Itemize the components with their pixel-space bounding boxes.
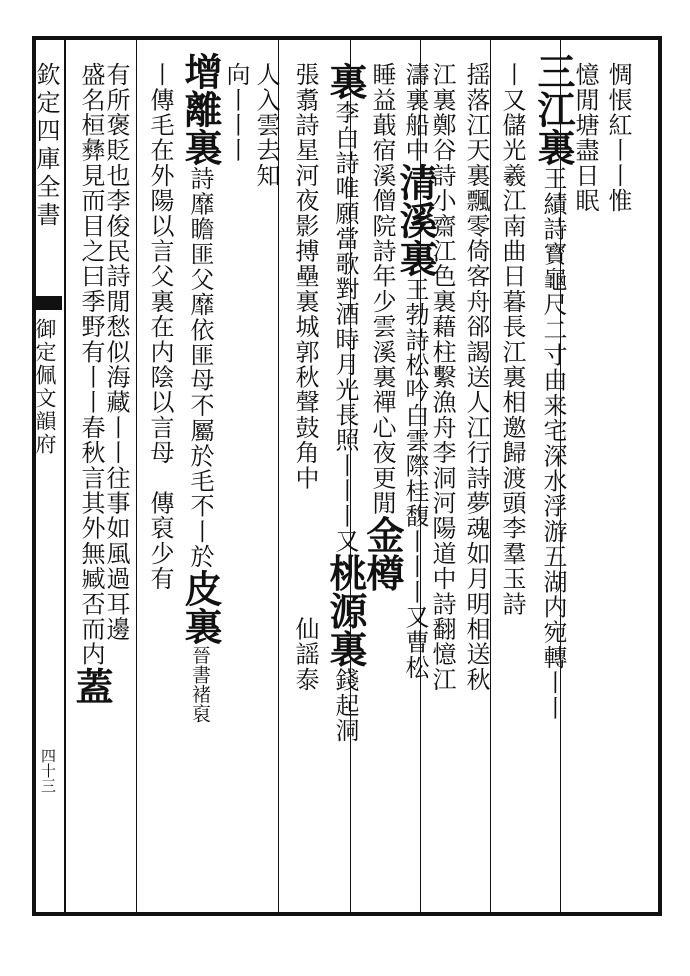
text-run: 丨又儲光羲江南曲日暮長江裏相邀歸渡頭李羣玉詩 bbox=[498, 62, 526, 617]
text-run: 錢起洞 bbox=[331, 667, 359, 744]
column-divider bbox=[136, 36, 137, 916]
text-column bbox=[254, 62, 278, 188]
column-divider bbox=[490, 36, 491, 916]
text-column bbox=[148, 62, 172, 591]
text-run: 詩靡瞻匪父靡依匪母不屬於毛不丨於 bbox=[186, 166, 214, 570]
section-title: 御定佩文韻府 bbox=[33, 318, 57, 456]
text-column bbox=[224, 62, 248, 163]
headword: 金樽 bbox=[360, 515, 405, 592]
headword: 裏 bbox=[323, 62, 368, 100]
text-run: 睡益蕺 bbox=[368, 62, 396, 138]
text-run: 宿溪僧院詩年少雲溪裏禪心夜更閒 bbox=[368, 137, 396, 516]
text-column bbox=[573, 62, 597, 213]
text-column bbox=[178, 52, 223, 724]
text-run: 晉書褚裒 bbox=[189, 645, 211, 724]
text-column bbox=[323, 62, 368, 744]
text-run: 有所褒貶也李俊民詩閒愁似海藏丨丨往事如風過耳邊 bbox=[102, 62, 130, 642]
headword: 蓋 bbox=[69, 666, 114, 705]
headword: 清溪裏 bbox=[393, 162, 438, 277]
text-run: 李白詩唯願當歌對酒時月光長照丨丨丨又 bbox=[331, 100, 359, 554]
text-run: 江裏鄭谷詩小齋江色裏藉柱繫漁舟李洞河陽道中詩翻憶江 bbox=[428, 62, 456, 692]
text-run: 揺落江天裏飄零倚客舟郤謁送人江行詩夢魂如月明相送秋 bbox=[462, 62, 490, 692]
text-column bbox=[293, 62, 317, 692]
text-run: 傳裒少有 bbox=[146, 465, 174, 592]
text-run: 人入雲去知 bbox=[252, 62, 280, 188]
text-run: 盛名桓彝見而目之曰季野有丨丨春秋言其外無臧否而内 bbox=[77, 62, 105, 667]
headword: 離裏 bbox=[178, 90, 223, 166]
text-run: 王績詩寳龜尺二寸由来宅深水浮游五湖内宛轉丨丨 bbox=[539, 166, 567, 721]
text-column bbox=[500, 62, 524, 616]
text-column bbox=[360, 62, 405, 592]
text-run: 仙謡泰 bbox=[291, 490, 319, 693]
text-run: 憶閒塘盡日眠 bbox=[571, 62, 599, 214]
text-column bbox=[464, 62, 488, 692]
text-column bbox=[69, 62, 114, 705]
text-run: 濤裏船中 bbox=[401, 62, 429, 163]
text-run: 張翥詩星河夜影搏壘裏城郭秋聲鼓角中 bbox=[291, 62, 319, 491]
text-run: 王勃詩松吟白雲際桂馥丨丨丨又曹松 bbox=[401, 276, 429, 681]
text-run: 向丨丨丨 bbox=[222, 62, 250, 163]
margin-divider bbox=[64, 36, 66, 916]
text-column bbox=[531, 52, 576, 721]
headword: 皮裏 bbox=[178, 569, 223, 646]
book-title: 欽定四庫全書 bbox=[32, 62, 60, 230]
text-run: 惆悵紅丨丨惟 bbox=[604, 62, 632, 214]
headword: 三江裏 bbox=[531, 52, 576, 166]
headword: 增 bbox=[178, 52, 223, 90]
text-run: 丨傳毛在外陽以言父裏在内陰以言母 bbox=[146, 62, 174, 466]
headword: 桃源裏 bbox=[323, 553, 368, 668]
page-number: 四十三 bbox=[39, 748, 57, 793]
text-column bbox=[606, 62, 630, 213]
